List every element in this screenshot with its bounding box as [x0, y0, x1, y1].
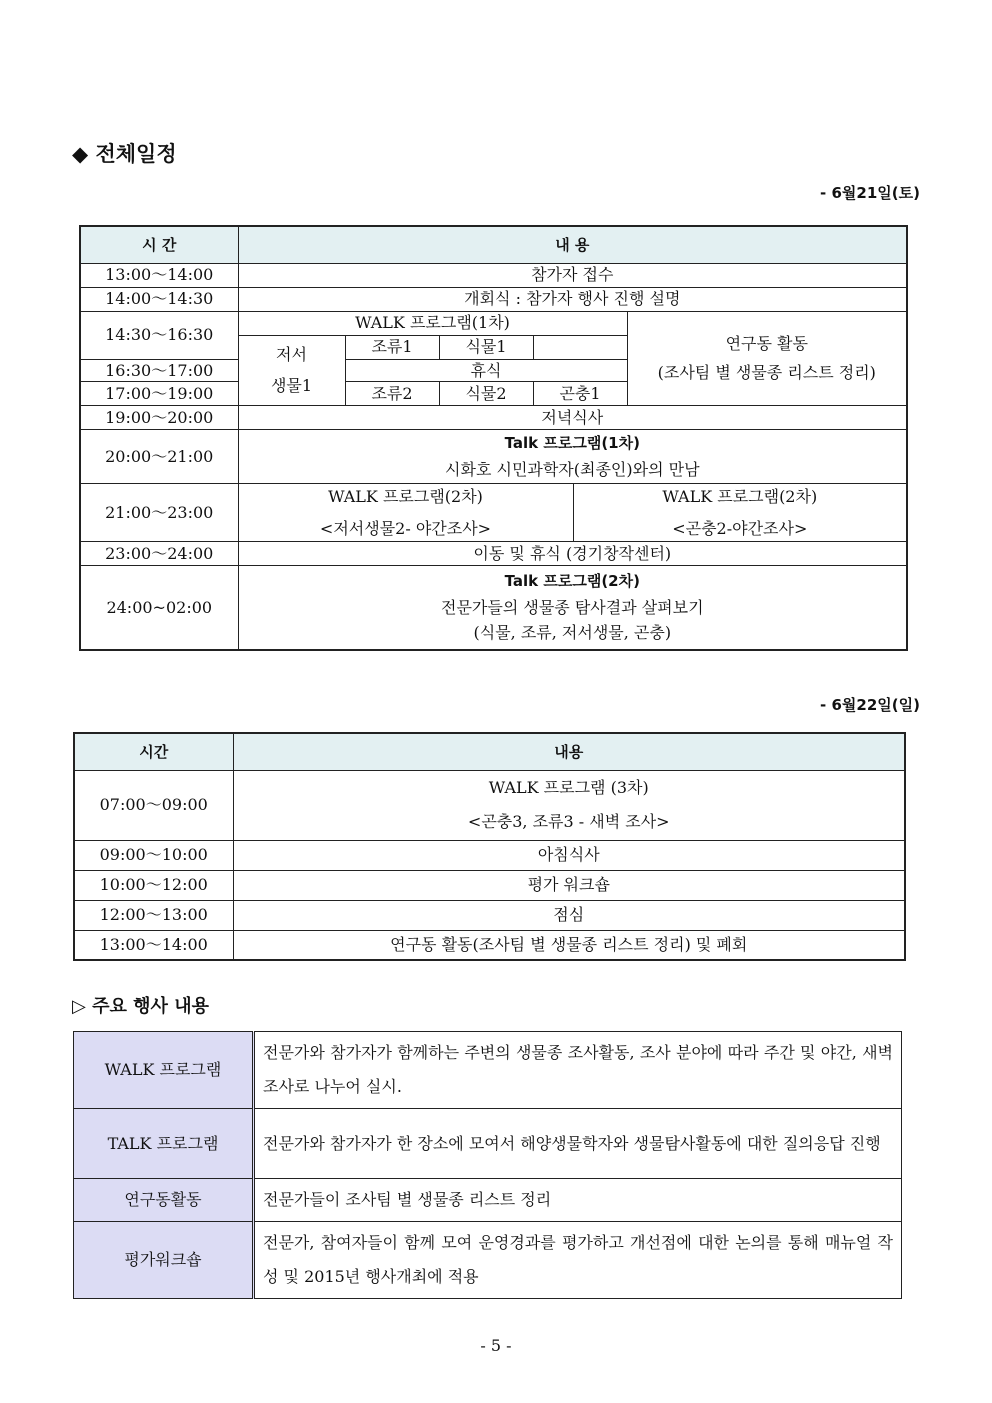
row-content: 참가자 접수 [238, 263, 907, 287]
row-time: 12:00～13:00 [74, 900, 233, 930]
talk-2-title: Talk 프로그램(2차) [504, 571, 640, 590]
row-time: 24:00~02:00 [80, 566, 238, 650]
row-time: 14:00～14:30 [80, 287, 238, 311]
walk-2-right-title: WALK 프로그램(2차) [662, 487, 818, 506]
research-activity [627, 311, 907, 406]
research-title: 연구동 활동 [725, 333, 808, 353]
bird-1: 조류1 [345, 335, 439, 359]
event-label: 평가워크숍 [74, 1222, 254, 1299]
row-content: 저녁식사 [238, 406, 907, 430]
row-time: 20:00～21:00 [80, 430, 238, 484]
benthic-label-2: 생물1 [270, 376, 313, 396]
event-label: TALK 프로그램 [74, 1109, 254, 1179]
talk-1-desc: 시화호 시민과학자(최종인)와의 만남 [445, 459, 700, 479]
event-text: 전문가와 참가자가 한 장소에 모여서 해양생물학자와 생물탐사활동에 대한 질의응답 진행 [254, 1109, 902, 1179]
row-time: 13:00～14:00 [80, 263, 238, 287]
walk-program-1: WALK 프로그램(1차) [238, 311, 627, 335]
walk-program-2-left [238, 484, 573, 542]
walk-program-2-right [573, 484, 907, 542]
plant-2: 식물2 [439, 382, 533, 406]
header-content: 내 용 [238, 226, 907, 263]
row-time: 14:30～16:30 [80, 311, 238, 359]
row-content: 평가 워크숍 [233, 870, 905, 900]
page-number: - 5 - [480, 1336, 512, 1355]
walk-2-left-desc: <저서생물2- 야간조사> [319, 518, 492, 538]
row-time: 07:00～09:00 [74, 770, 233, 840]
bird-2: 조류2 [345, 382, 439, 406]
walk-2-right-desc: <곤충2-야간조사> [672, 518, 808, 538]
header-content: 내용 [233, 733, 905, 770]
event-text: 전문가와 참가자가 함께하는 주변의 생물종 조사활동, 조사 분야에 따라 주간 및 야간, 새벽 조사로 나누어 실시. [254, 1032, 902, 1109]
event-text: 전문가, 참여자들이 함께 모여 운영경과를 평가하고 개선점에 대한 논의를 통해 매뉴얼 작성 및 2015년 행사개최에 적용 [254, 1222, 902, 1299]
day2-schedule-table [73, 732, 906, 961]
walk-3-desc: <곤충3, 조류3 - 새벽 조사> [467, 812, 670, 831]
event-label: WALK 프로그램 [74, 1032, 254, 1109]
talk-2-desc: 전문가들의 생물종 탐사결과 살펴보기 [441, 597, 704, 617]
day1-schedule-table [79, 225, 908, 651]
day2-date: - 6월22일(일) [820, 696, 920, 714]
research-desc: (조사팀 별 생물종 리스트 정리) [657, 363, 876, 383]
row-content: 이동 및 휴식 (경기창작센터) [238, 542, 907, 566]
row-time: 09:00～10:00 [74, 840, 233, 870]
talk-program-2 [238, 566, 907, 650]
rest-cell: 휴식 [345, 359, 627, 382]
events-table [73, 1031, 902, 1299]
talk-program-1 [238, 430, 907, 484]
header-time: 시간 [74, 733, 233, 770]
event-label: 연구동활동 [74, 1179, 254, 1222]
benthic-label: 저서 [276, 344, 307, 364]
walk-program-3 [233, 770, 905, 840]
row-time: 13:00～14:00 [74, 930, 233, 960]
day1-date: - 6월21일(토) [820, 184, 920, 202]
row-content: 개회식 : 참가자 행사 진행 설명 [238, 287, 907, 311]
row-time: 23:00～24:00 [80, 542, 238, 566]
event-text: 전문가들이 조사팀 별 생물종 리스트 정리 [254, 1179, 902, 1222]
row-content: 아침식사 [233, 840, 905, 870]
talk-1-title: Talk 프로그램(1차) [504, 433, 640, 452]
row-time: 16:30～17:00 [80, 359, 238, 382]
row-content: 연구동 활동(조사팀 별 생물종 리스트 정리) 및 폐회 [233, 930, 905, 960]
walk-3-title: WALK 프로그램 (3차) [488, 778, 649, 798]
empty-cell [533, 335, 627, 359]
row-time: 21:00～23:00 [80, 484, 238, 542]
walk-2-left-title: WALK 프로그램(2차) [328, 487, 483, 506]
row-time: 10:00～12:00 [74, 870, 233, 900]
row-content: 점심 [233, 900, 905, 930]
row-time: 19:00～20:00 [80, 406, 238, 430]
page-title: ◆ 전체일정 [72, 142, 177, 166]
talk-2-list: (식물, 조류, 저서생물, 곤충) [473, 623, 672, 643]
insect-1: 곤충1 [533, 382, 627, 406]
header-time: 시 간 [80, 226, 238, 263]
plant-1: 식물1 [439, 335, 533, 359]
row-time: 17:00～19:00 [80, 382, 238, 406]
benthic-group [238, 335, 345, 406]
events-title: ▷ 주요 행사 내용 [72, 996, 209, 1017]
